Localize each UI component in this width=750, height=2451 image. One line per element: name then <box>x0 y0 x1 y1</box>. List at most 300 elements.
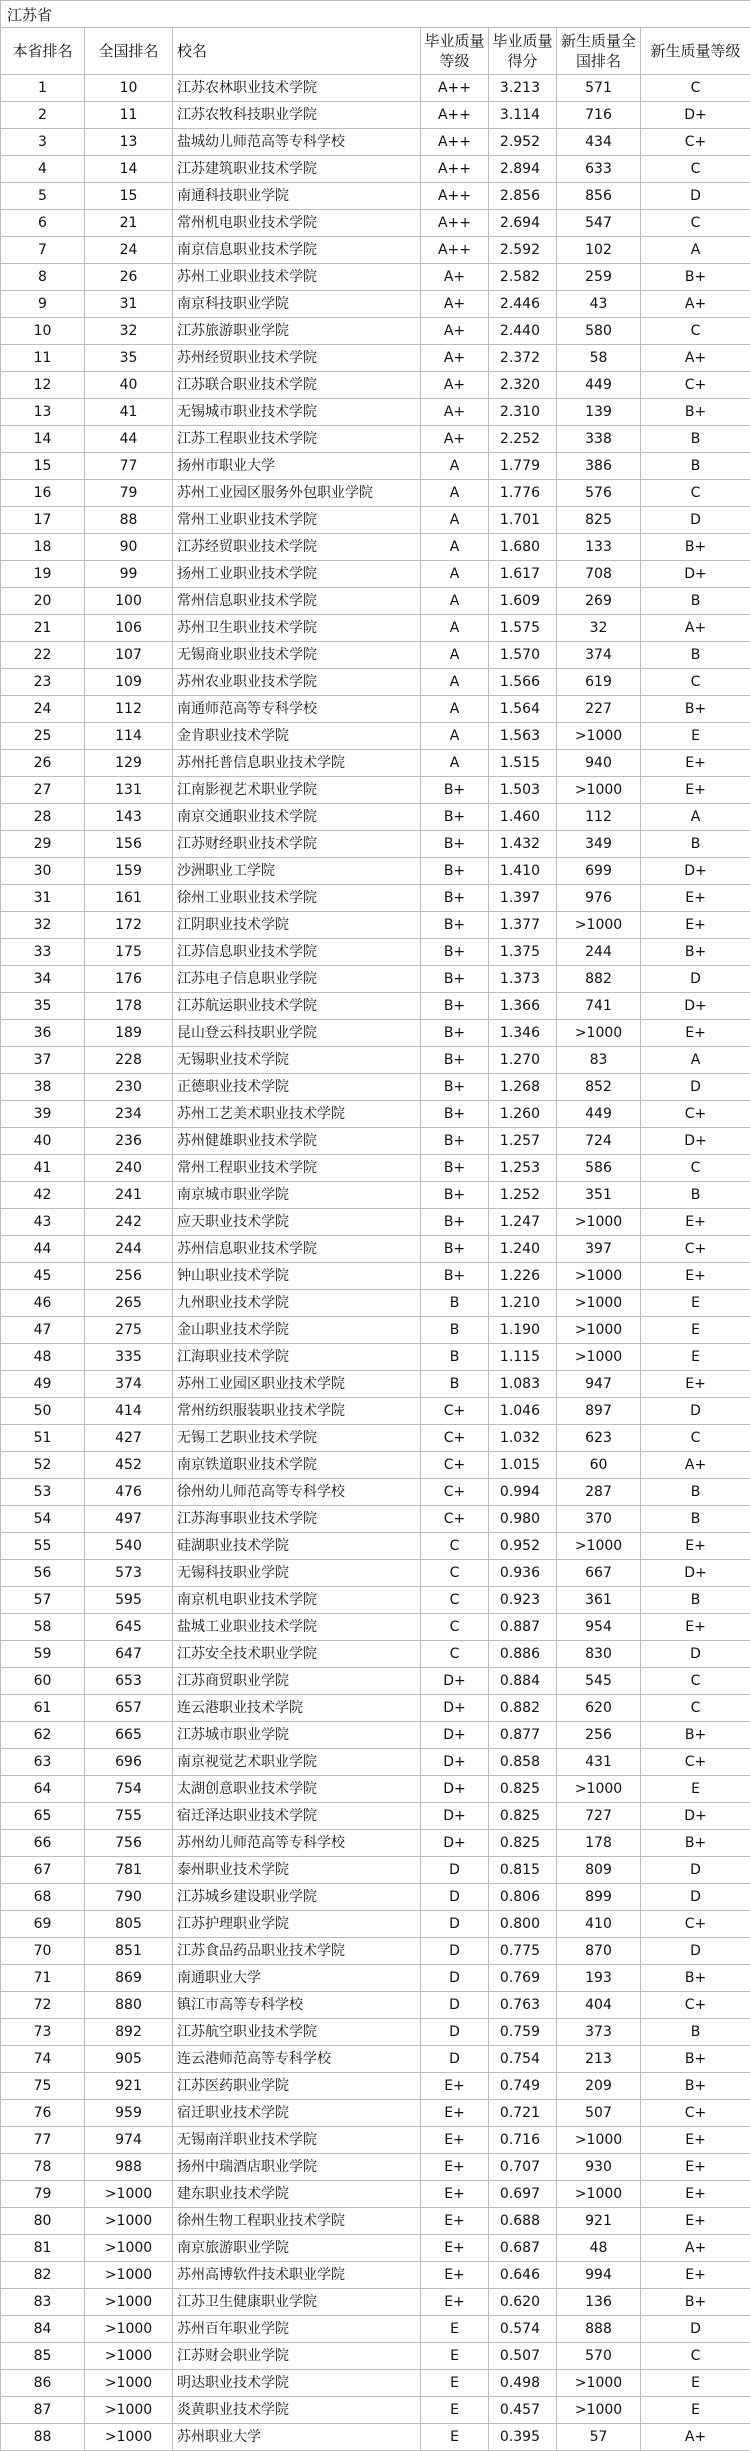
table-row <box>1 858 750 885</box>
graduation-score-cell: 0.763 <box>489 1992 557 2019</box>
graduation-grade-cell: A <box>421 480 489 507</box>
province-rank-cell: 78 <box>1 2154 85 2181</box>
graduation-score-cell: 0.754 <box>489 2046 557 2073</box>
province-rank-cell: 10 <box>1 318 85 345</box>
province-rank-cell: 56 <box>1 1560 85 1587</box>
freshman-grade-cell: C+ <box>641 1749 750 1776</box>
school-name-cell: 徐州幼儿师范高等专科学校 <box>173 1479 421 1506</box>
freshman-rank-cell: 507 <box>557 2100 641 2127</box>
table-row <box>1 291 750 318</box>
graduation-grade-cell: A <box>421 507 489 534</box>
graduation-grade-cell: A <box>421 615 489 642</box>
graduation-score-cell: 0.646 <box>489 2262 557 2289</box>
table-row <box>1 2397 750 2424</box>
province-rank-cell: 28 <box>1 804 85 831</box>
graduation-score-cell: 1.432 <box>489 831 557 858</box>
table-row <box>1 1398 750 1425</box>
national-rank-cell: 988 <box>85 2154 173 2181</box>
school-name-cell: 南京视觉艺术职业学院 <box>173 1749 421 1776</box>
national-rank-cell: 427 <box>85 1425 173 1452</box>
graduation-score-cell: 2.894 <box>489 156 557 183</box>
graduation-grade-cell: A <box>421 750 489 777</box>
school-name-cell: 南通职业大学 <box>173 1965 421 1992</box>
province-rank-cell: 23 <box>1 669 85 696</box>
graduation-grade-cell: D+ <box>421 1830 489 1857</box>
freshman-rank-cell: 287 <box>557 1479 641 1506</box>
province-rank-cell: 61 <box>1 1695 85 1722</box>
table-row <box>1 1452 750 1479</box>
school-name-cell: 江苏医药职业学院 <box>173 2073 421 2100</box>
table-row <box>1 237 750 264</box>
school-name-cell: 江苏信息职业技术学院 <box>173 939 421 966</box>
province-rank-cell: 24 <box>1 696 85 723</box>
national-rank-cell: 240 <box>85 1155 173 1182</box>
national-rank-cell: 665 <box>85 1722 173 1749</box>
freshman-grade-cell: D <box>641 1641 750 1668</box>
graduation-grade-cell: A+ <box>421 291 489 318</box>
freshman-grade-cell: E <box>641 1317 750 1344</box>
freshman-rank-cell: >1000 <box>557 912 641 939</box>
freshman-grade-cell: C+ <box>641 2100 750 2127</box>
freshman-rank-cell: 825 <box>557 507 641 534</box>
graduation-score-cell: 1.617 <box>489 561 557 588</box>
freshman-grade-cell: D+ <box>641 561 750 588</box>
national-rank-cell: 265 <box>85 1290 173 1317</box>
header-row <box>1 28 750 75</box>
freshman-grade-cell: C <box>641 1425 750 1452</box>
graduation-grade-cell: B+ <box>421 912 489 939</box>
freshman-grade-cell: A+ <box>641 291 750 318</box>
national-rank-cell: >1000 <box>85 2235 173 2262</box>
table-row <box>1 993 750 1020</box>
freshman-rank-cell: 102 <box>557 237 641 264</box>
freshman-grade-cell: D+ <box>641 1560 750 1587</box>
freshman-rank-cell: >1000 <box>557 1020 641 1047</box>
freshman-grade-cell: C+ <box>641 372 750 399</box>
graduation-score-cell: 2.372 <box>489 345 557 372</box>
graduation-grade-cell: B+ <box>421 1047 489 1074</box>
province-rank-cell: 64 <box>1 1776 85 1803</box>
graduation-grade-cell: A++ <box>421 237 489 264</box>
graduation-grade-cell: B <box>421 1371 489 1398</box>
province-rank-cell: 45 <box>1 1263 85 1290</box>
school-name-cell: 无锡城市职业技术学院 <box>173 399 421 426</box>
table-row <box>1 1155 750 1182</box>
graduation-grade-cell: A+ <box>421 426 489 453</box>
school-name-cell: 苏州工艺美术职业技术学院 <box>173 1101 421 1128</box>
school-name-cell: 苏州经贸职业技术学院 <box>173 345 421 372</box>
province-rank-cell: 19 <box>1 561 85 588</box>
graduation-grade-cell: D+ <box>421 1695 489 1722</box>
school-name-cell: 苏州工业园区服务外包职业学院 <box>173 480 421 507</box>
graduation-grade-cell: A++ <box>421 156 489 183</box>
graduation-grade-cell: D+ <box>421 1803 489 1830</box>
school-name-cell: 硅湖职业技术学院 <box>173 1533 421 1560</box>
table-row <box>1 669 750 696</box>
freshman-rank-cell: 404 <box>557 1992 641 2019</box>
graduation-grade-cell: B+ <box>421 858 489 885</box>
table-row <box>1 2019 750 2046</box>
graduation-grade-cell: A <box>421 588 489 615</box>
freshman-rank-cell: 112 <box>557 804 641 831</box>
freshman-rank-cell: 580 <box>557 318 641 345</box>
table-row <box>1 1830 750 1857</box>
graduation-grade-cell: A++ <box>421 102 489 129</box>
school-name-cell: 常州信息职业技术学院 <box>173 588 421 615</box>
freshman-rank-cell: 586 <box>557 1155 641 1182</box>
school-name-cell: 江苏财经职业技术学院 <box>173 831 421 858</box>
table-row <box>1 2316 750 2343</box>
freshman-grade-cell: D+ <box>641 858 750 885</box>
school-name-cell: 金山职业技术学院 <box>173 1317 421 1344</box>
freshman-rank-cell: 921 <box>557 2208 641 2235</box>
freshman-rank-cell: 870 <box>557 1938 641 1965</box>
table-row <box>1 777 750 804</box>
freshman-rank-cell: 716 <box>557 102 641 129</box>
freshman-rank-cell: 545 <box>557 1668 641 1695</box>
school-name-cell: 南京城市职业学院 <box>173 1182 421 1209</box>
graduation-grade-cell: A+ <box>421 318 489 345</box>
freshman-grade-cell: C <box>641 318 750 345</box>
school-name-cell: 钟山职业技术学院 <box>173 1263 421 1290</box>
table-row <box>1 1344 750 1371</box>
national-rank-cell: 805 <box>85 1911 173 1938</box>
province-rank-cell: 52 <box>1 1452 85 1479</box>
table-row <box>1 2046 750 2073</box>
table-row <box>1 2424 750 2451</box>
freshman-grade-cell: E+ <box>641 1209 750 1236</box>
freshman-rank-cell: 32 <box>557 615 641 642</box>
national-rank-cell: 159 <box>85 858 173 885</box>
freshman-rank-cell: 947 <box>557 1371 641 1398</box>
table-row <box>1 615 750 642</box>
graduation-grade-cell: C+ <box>421 1506 489 1533</box>
freshman-rank-cell: 431 <box>557 1749 641 1776</box>
school-name-cell: 扬州市职业大学 <box>173 453 421 480</box>
header-school-name: 校名 <box>173 28 421 75</box>
freshman-rank-cell: 83 <box>557 1047 641 1074</box>
freshman-grade-cell: A+ <box>641 1452 750 1479</box>
freshman-rank-cell: >1000 <box>557 2397 641 2424</box>
freshman-rank-cell: 994 <box>557 2262 641 2289</box>
school-name-cell: 常州纺织服装职业技术学院 <box>173 1398 421 1425</box>
freshman-rank-cell: 60 <box>557 1452 641 1479</box>
freshman-grade-cell: D <box>641 507 750 534</box>
national-rank-cell: >1000 <box>85 2424 173 2451</box>
freshman-grade-cell: B <box>641 453 750 480</box>
province-rank-cell: 50 <box>1 1398 85 1425</box>
freshman-rank-cell: 136 <box>557 2289 641 2316</box>
national-rank-cell: 107 <box>85 642 173 669</box>
freshman-grade-cell: B <box>641 1182 750 1209</box>
freshman-grade-cell: E+ <box>641 1614 750 1641</box>
graduation-score-cell: 0.825 <box>489 1803 557 1830</box>
freshman-grade-cell: A+ <box>641 2424 750 2451</box>
freshman-grade-cell: A+ <box>641 615 750 642</box>
province-rank-cell: 4 <box>1 156 85 183</box>
national-rank-cell: 236 <box>85 1128 173 1155</box>
school-name-cell: 苏州百年职业学院 <box>173 2316 421 2343</box>
freshman-rank-cell: 449 <box>557 1101 641 1128</box>
freshman-grade-cell: C <box>641 2343 750 2370</box>
school-name-cell: 江苏城市职业学院 <box>173 1722 421 1749</box>
freshman-grade-cell: C <box>641 480 750 507</box>
table-row <box>1 1911 750 1938</box>
freshman-rank-cell: 434 <box>557 129 641 156</box>
freshman-grade-cell: D <box>641 1074 750 1101</box>
table-row <box>1 345 750 372</box>
freshman-grade-cell: C <box>641 156 750 183</box>
freshman-rank-cell: >1000 <box>557 723 641 750</box>
freshman-grade-cell: D <box>641 1938 750 1965</box>
national-rank-cell: 573 <box>85 1560 173 1587</box>
freshman-rank-cell: >1000 <box>557 1776 641 1803</box>
table-row <box>1 1560 750 1587</box>
graduation-grade-cell: B <box>421 1290 489 1317</box>
national-rank-cell: 11 <box>85 102 173 129</box>
header-graduation-score: 毕业质量得分 <box>489 28 557 75</box>
graduation-score-cell: 0.721 <box>489 2100 557 2127</box>
graduation-score-cell: 0.707 <box>489 2154 557 2181</box>
freshman-rank-cell: 708 <box>557 561 641 588</box>
graduation-grade-cell: C <box>421 1614 489 1641</box>
province-rank-cell: 79 <box>1 2181 85 2208</box>
national-rank-cell: 476 <box>85 1479 173 1506</box>
province-rank-cell: 39 <box>1 1101 85 1128</box>
freshman-grade-cell: B+ <box>641 264 750 291</box>
freshman-rank-cell: 547 <box>557 210 641 237</box>
graduation-grade-cell: A+ <box>421 264 489 291</box>
freshman-grade-cell: B <box>641 588 750 615</box>
graduation-grade-cell: E+ <box>421 2154 489 2181</box>
national-rank-cell: 241 <box>85 1182 173 1209</box>
graduation-score-cell: 0.749 <box>489 2073 557 2100</box>
graduation-score-cell: 1.397 <box>489 885 557 912</box>
province-rank-cell: 5 <box>1 183 85 210</box>
graduation-grade-cell: D <box>421 1992 489 2019</box>
national-rank-cell: 256 <box>85 1263 173 1290</box>
freshman-grade-cell: C <box>641 1155 750 1182</box>
table-row <box>1 2262 750 2289</box>
national-rank-cell: 99 <box>85 561 173 588</box>
freshman-grade-cell: B+ <box>641 2289 750 2316</box>
graduation-grade-cell: A++ <box>421 129 489 156</box>
table-row <box>1 1074 750 1101</box>
school-name-cell: 江苏商贸职业学院 <box>173 1668 421 1695</box>
graduation-grade-cell: A+ <box>421 399 489 426</box>
table-row <box>1 507 750 534</box>
graduation-score-cell: 1.270 <box>489 1047 557 1074</box>
freshman-rank-cell: 620 <box>557 1695 641 1722</box>
school-name-cell: 江苏财会职业学院 <box>173 2343 421 2370</box>
freshman-rank-cell: >1000 <box>557 1263 641 1290</box>
national-rank-cell: 109 <box>85 669 173 696</box>
province-rank-cell: 73 <box>1 2019 85 2046</box>
freshman-rank-cell: 374 <box>557 642 641 669</box>
graduation-score-cell: 2.582 <box>489 264 557 291</box>
school-name-cell: 无锡职业技术学院 <box>173 1047 421 1074</box>
graduation-grade-cell: E+ <box>421 2262 489 2289</box>
freshman-grade-cell: E <box>641 2397 750 2424</box>
graduation-grade-cell: C+ <box>421 1398 489 1425</box>
national-rank-cell: 77 <box>85 453 173 480</box>
graduation-score-cell: 2.952 <box>489 129 557 156</box>
graduation-grade-cell: A <box>421 669 489 696</box>
table-row <box>1 372 750 399</box>
graduation-score-cell: 3.213 <box>489 75 557 102</box>
school-name-cell: 苏州农业职业技术学院 <box>173 669 421 696</box>
national-rank-cell: >1000 <box>85 2289 173 2316</box>
graduation-grade-cell: D <box>421 2019 489 2046</box>
school-name-cell: 徐州生物工程职业技术学院 <box>173 2208 421 2235</box>
national-rank-cell: 100 <box>85 588 173 615</box>
graduation-score-cell: 1.115 <box>489 1344 557 1371</box>
graduation-grade-cell: D <box>421 1857 489 1884</box>
freshman-rank-cell: 930 <box>557 2154 641 2181</box>
table-row <box>1 75 750 102</box>
school-name-cell: 明达职业技术学院 <box>173 2370 421 2397</box>
graduation-score-cell: 2.446 <box>489 291 557 318</box>
freshman-rank-cell: >1000 <box>557 1290 641 1317</box>
school-name-cell: 建东职业技术学院 <box>173 2181 421 2208</box>
school-name-cell: 无锡科技职业学院 <box>173 1560 421 1587</box>
freshman-grade-cell: D <box>641 1857 750 1884</box>
province-rank-cell: 63 <box>1 1749 85 1776</box>
freshman-rank-cell: 269 <box>557 588 641 615</box>
table-row <box>1 1884 750 1911</box>
table-row <box>1 2100 750 2127</box>
freshman-grade-cell: B+ <box>641 399 750 426</box>
graduation-grade-cell: D <box>421 1938 489 1965</box>
table-row <box>1 1020 750 1047</box>
graduation-score-cell: 1.260 <box>489 1101 557 1128</box>
national-rank-cell: 131 <box>85 777 173 804</box>
graduation-score-cell: 0.936 <box>489 1560 557 1587</box>
national-rank-cell: 497 <box>85 1506 173 1533</box>
province-rank-cell: 25 <box>1 723 85 750</box>
graduation-grade-cell: E <box>421 2370 489 2397</box>
graduation-grade-cell: C <box>421 1560 489 1587</box>
school-name-cell: 江苏旅游职业学院 <box>173 318 421 345</box>
table-row <box>1 1128 750 1155</box>
freshman-rank-cell: 259 <box>557 264 641 291</box>
graduation-score-cell: 1.377 <box>489 912 557 939</box>
national-rank-cell: 41 <box>85 399 173 426</box>
table-row <box>1 1695 750 1722</box>
freshman-grade-cell: B <box>641 1479 750 1506</box>
freshman-grade-cell: B+ <box>641 2046 750 2073</box>
freshman-grade-cell: E <box>641 1776 750 1803</box>
school-name-cell: 连云港师范高等专科学校 <box>173 2046 421 2073</box>
province-rank-cell: 54 <box>1 1506 85 1533</box>
freshman-grade-cell: B <box>641 1506 750 1533</box>
school-name-cell: 江苏卫生健康职业学院 <box>173 2289 421 2316</box>
school-name-cell: 江苏工程职业技术学院 <box>173 426 421 453</box>
graduation-score-cell: 0.687 <box>489 2235 557 2262</box>
graduation-score-cell: 1.563 <box>489 723 557 750</box>
province-rank-cell: 44 <box>1 1236 85 1263</box>
national-rank-cell: >1000 <box>85 2343 173 2370</box>
province-rank-cell: 41 <box>1 1155 85 1182</box>
freshman-rank-cell: 576 <box>557 480 641 507</box>
freshman-grade-cell: B <box>641 426 750 453</box>
school-name-cell: 南通科技职业学院 <box>173 183 421 210</box>
freshman-grade-cell: D+ <box>641 1128 750 1155</box>
graduation-score-cell: 1.570 <box>489 642 557 669</box>
freshman-grade-cell: E+ <box>641 2154 750 2181</box>
province-rank-cell: 7 <box>1 237 85 264</box>
school-name-cell: 苏州幼儿师范高等专科学校 <box>173 1830 421 1857</box>
table-row <box>1 2127 750 2154</box>
school-name-cell: 江苏经贸职业技术学院 <box>173 534 421 561</box>
school-name-cell: 九州职业技术学院 <box>173 1290 421 1317</box>
table-row <box>1 2073 750 2100</box>
table-row <box>1 642 750 669</box>
province-rank-cell: 21 <box>1 615 85 642</box>
table-row <box>1 534 750 561</box>
graduation-score-cell: 1.564 <box>489 696 557 723</box>
graduation-score-cell: 1.680 <box>489 534 557 561</box>
national-rank-cell: 79 <box>85 480 173 507</box>
graduation-grade-cell: C+ <box>421 1479 489 1506</box>
graduation-grade-cell: D <box>421 1965 489 1992</box>
graduation-score-cell: 1.410 <box>489 858 557 885</box>
national-rank-cell: 230 <box>85 1074 173 1101</box>
province-rank-cell: 38 <box>1 1074 85 1101</box>
table-row <box>1 750 750 777</box>
graduation-score-cell: 0.769 <box>489 1965 557 1992</box>
freshman-grade-cell: C+ <box>641 129 750 156</box>
school-name-cell: 扬州中瑞酒店职业学院 <box>173 2154 421 2181</box>
table-row <box>1 561 750 588</box>
freshman-grade-cell: C <box>641 75 750 102</box>
graduation-score-cell: 0.688 <box>489 2208 557 2235</box>
freshman-rank-cell: 209 <box>557 2073 641 2100</box>
graduation-score-cell: 1.366 <box>489 993 557 1020</box>
freshman-grade-cell: B+ <box>641 534 750 561</box>
table-row <box>1 426 750 453</box>
school-name-cell: 连云港职业技术学院 <box>173 1695 421 1722</box>
graduation-grade-cell: E+ <box>421 2289 489 2316</box>
province-rank-cell: 33 <box>1 939 85 966</box>
national-rank-cell: 90 <box>85 534 173 561</box>
school-name-cell: 江苏农牧科技职业学院 <box>173 102 421 129</box>
graduation-grade-cell: B+ <box>421 831 489 858</box>
national-rank-cell: 172 <box>85 912 173 939</box>
national-rank-cell: 175 <box>85 939 173 966</box>
freshman-rank-cell: >1000 <box>557 2181 641 2208</box>
freshman-grade-cell: D+ <box>641 102 750 129</box>
province-rank-cell: 59 <box>1 1641 85 1668</box>
graduation-score-cell: 1.257 <box>489 1128 557 1155</box>
freshman-grade-cell: B <box>641 642 750 669</box>
national-rank-cell: >1000 <box>85 2370 173 2397</box>
graduation-score-cell: 0.498 <box>489 2370 557 2397</box>
table-row <box>1 2154 750 2181</box>
national-rank-cell: >1000 <box>85 2208 173 2235</box>
national-rank-cell: 15 <box>85 183 173 210</box>
graduation-score-cell: 1.346 <box>489 1020 557 1047</box>
freshman-grade-cell: C+ <box>641 1992 750 2019</box>
header-province-rank: 本省排名 <box>1 28 85 75</box>
table-row <box>1 1722 750 1749</box>
graduation-score-cell: 2.694 <box>489 210 557 237</box>
graduation-score-cell: 0.716 <box>489 2127 557 2154</box>
table-row <box>1 1506 750 1533</box>
freshman-rank-cell: 178 <box>557 1830 641 1857</box>
table-row <box>1 2343 750 2370</box>
school-name-cell: 无锡工艺职业技术学院 <box>173 1425 421 1452</box>
